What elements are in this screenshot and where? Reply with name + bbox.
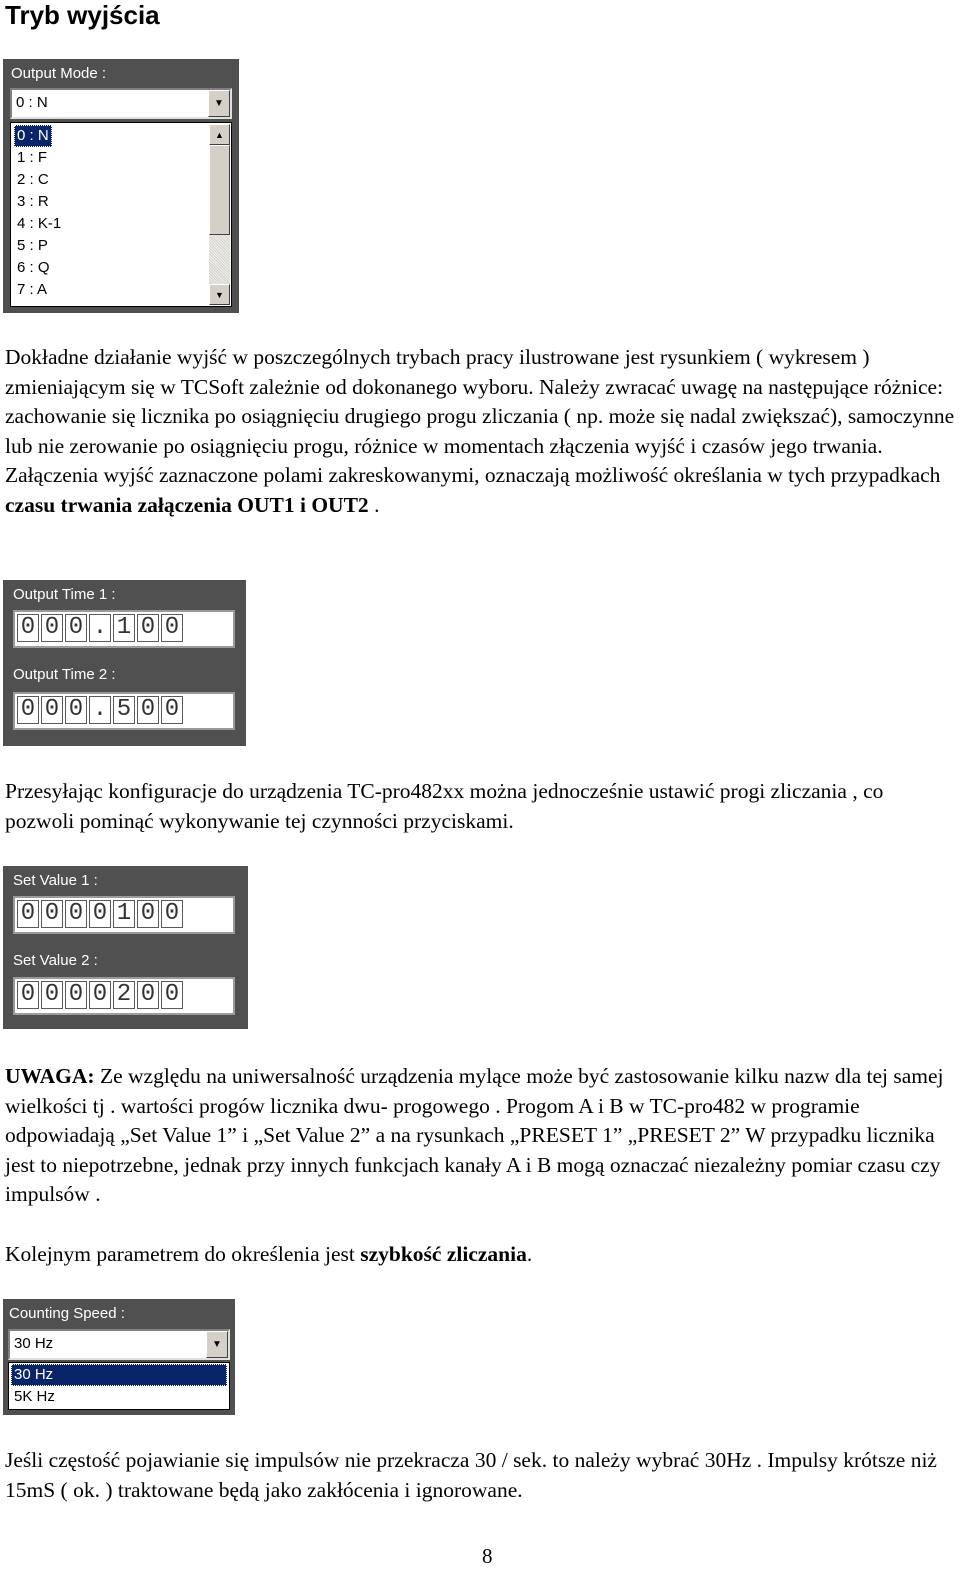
paragraph-configuration: Przesyłając konfiguracje do urządzenia TC-pro482xx można jednocześnie ustawić progi zliczania , co pozwoli pominąć wykonywanie tej czynności przyciskami. xyxy=(5,779,884,833)
digit: 0 xyxy=(89,900,111,928)
digit: 0 xyxy=(137,900,159,928)
digit: 0 xyxy=(65,981,87,1009)
decimal-point: . xyxy=(89,614,111,642)
list-scrollbar[interactable] xyxy=(209,124,230,305)
para4-bold: szybkość zliczania xyxy=(360,1242,527,1266)
output-mode-combo[interactable] xyxy=(10,88,232,119)
digit: 0 xyxy=(137,696,159,724)
counting-speed-selected-value: 30 Hz xyxy=(14,1335,54,1352)
output-time-2-label: Output Time 2 : xyxy=(13,666,116,683)
option-6-q[interactable]: 6 : Q xyxy=(17,259,50,276)
output-time-2-field[interactable] xyxy=(13,692,235,730)
counting-speed-panel xyxy=(3,1299,235,1415)
digit: 1 xyxy=(113,900,135,928)
paragraph-output-modes xyxy=(5,343,957,521)
digit: 0 xyxy=(17,696,39,724)
para4-text: Kolejnym parametrem do określenia jest xyxy=(5,1242,361,1266)
option-0-n[interactable]: 0 : N xyxy=(14,125,52,147)
set-value-1-field[interactable] xyxy=(13,896,235,934)
set-value-panel xyxy=(3,866,248,1029)
scroll-down-icon[interactable]: ▼ xyxy=(209,284,230,305)
digit: 0 xyxy=(41,696,63,724)
paragraph-warning xyxy=(5,1062,957,1210)
set-value-2-label: Set Value 2 : xyxy=(13,952,98,969)
digit: 0 xyxy=(137,981,159,1009)
option-7-a[interactable]: 7 : A xyxy=(17,281,48,298)
digit: 0 xyxy=(41,614,63,642)
digit: 1 xyxy=(113,614,135,642)
warning-label: UWAGA: xyxy=(5,1064,95,1088)
scroll-up-icon[interactable]: ▲ xyxy=(209,124,230,145)
digit: 0 xyxy=(89,981,111,1009)
para4-end: . xyxy=(526,1242,533,1266)
option-2-c[interactable]: 2 : C xyxy=(17,171,49,188)
digit: 0 xyxy=(65,696,87,724)
output-mode-list[interactable] xyxy=(10,122,232,307)
digit: 0 xyxy=(65,900,87,928)
digit: 0 xyxy=(161,614,183,642)
option-30hz[interactable]: 30 Hz xyxy=(11,1364,227,1386)
digit: 0 xyxy=(161,981,183,1009)
digit: 2 xyxy=(113,981,135,1009)
output-time-panel xyxy=(3,580,246,746)
option-4-k1[interactable]: 4 : K-1 xyxy=(17,215,62,232)
output-mode-panel xyxy=(3,59,239,313)
digit: 0 xyxy=(65,614,87,642)
digit: 0 xyxy=(161,696,183,724)
set-value-2-field[interactable] xyxy=(13,977,235,1015)
para1-end: . xyxy=(368,492,380,517)
digit: 0 xyxy=(161,900,183,928)
paragraph-counting-speed xyxy=(5,1240,957,1270)
para1-bold: czasu trwania załączenia OUT1 i OUT2 xyxy=(5,492,369,517)
output-time-1-field[interactable] xyxy=(13,610,235,648)
paragraph-30hz-info: Jeśli częstość pojawianie się impulsów nie przekracza 30 / sek. to należy wybrać 30Hz . Impulsy krótsze niż 15mS ( ok. ) traktowane będą jako zakłócenia i ignorowane. xyxy=(5,1448,937,1502)
counting-speed-combo[interactable] xyxy=(8,1329,230,1360)
option-5-p[interactable]: 5 : P xyxy=(17,237,48,254)
digit: 0 xyxy=(17,900,39,928)
section-heading: Tryb wyjścia xyxy=(5,0,160,30)
digit: 0 xyxy=(17,981,39,1009)
digit: 0 xyxy=(41,900,63,928)
chevron-down-icon[interactable]: ▼ xyxy=(208,90,230,117)
option-5khz[interactable]: 5K Hz xyxy=(14,1388,55,1405)
page-number: 8 xyxy=(482,1544,493,1568)
para1-text: Dokładne działanie wyjść w poszczególnych trybach pracy ilustrowane jest rysunkiem ( wykresem ) zmieniającym się w TCSoft zależnie od dokonanego wyboru. Należy zwracać uwagę na następujące różnice: zachowanie się licznika po osiągnięciu drugiego progu zliczania ( np. może się nadal zwiększać), samoczynne lub nie zerowanie po osiągnięciu progu, różnice w momentach złączenia wyjść i czasów jego trwania. Załączenia wyjść zaznaczone polami zakreskowanymi, oznaczają możliwość określania w tych przypadkach xyxy=(5,345,955,488)
output-mode-selected-value: 0 : N xyxy=(16,94,48,111)
option-3-r[interactable]: 3 : R xyxy=(17,193,49,210)
counting-speed-label: Counting Speed : xyxy=(9,1305,125,1322)
output-time-1-label: Output Time 1 : xyxy=(13,586,116,603)
output-mode-label: Output Mode : xyxy=(11,65,107,82)
digit: 0 xyxy=(137,614,159,642)
warning-text: Ze względu na uniwersalność urządzenia mylące może być zastosowanie kilku nazw dla tej samej wielkości tj . wartości progów licznika dwu- progowego . Progom A i B w TC-pro482 w programie odpowiadają „Set Value 1” i „Set Value 2” a na rysunkach „PRESET 1” „PRESET 2” W przypadku licznika jest to niepotrzebne, jednak przy innych funkcjach kanały A i B mogą oznaczać niezależny pomiar czasu czy impulsów . xyxy=(5,1064,944,1207)
digit: 5 xyxy=(113,696,135,724)
set-value-1-label: Set Value 1 : xyxy=(13,872,98,889)
chevron-down-icon[interactable]: ▼ xyxy=(206,1331,228,1358)
digit: 0 xyxy=(41,981,63,1009)
option-1-f[interactable]: 1 : F xyxy=(17,149,48,166)
counting-speed-list[interactable] xyxy=(8,1362,230,1410)
digit: 0 xyxy=(17,614,39,642)
decimal-point: . xyxy=(89,696,111,724)
scroll-thumb[interactable] xyxy=(209,145,230,235)
